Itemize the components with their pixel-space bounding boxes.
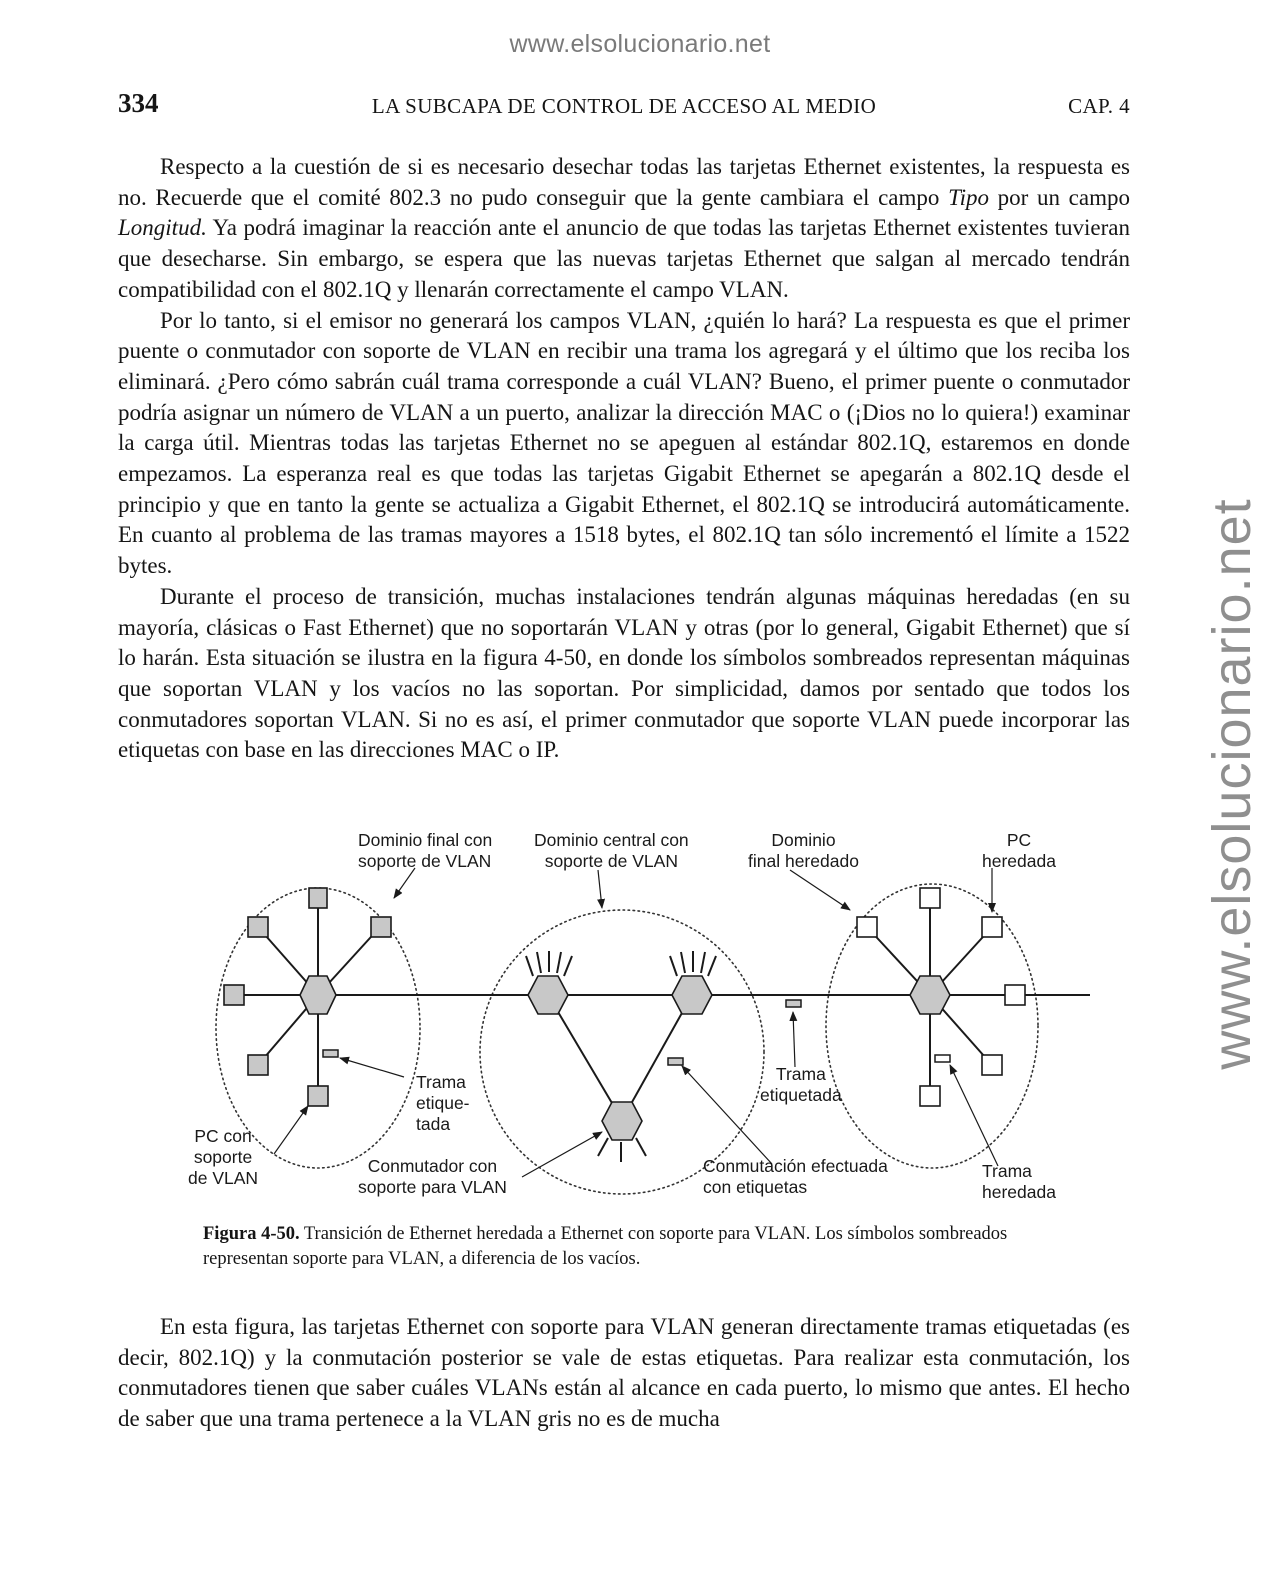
paragraph-3: Durante el proceso de transición, muchas instalaciones tendrán algunas máquinas heredadas (en su mayoría, clásicas o Fast Ethernet) que no soportarán VLAN y otras (por lo general, Gigabit Ethernet) que sí lo harán. Esta situación se ilustra en la figura 4-50, en donde los símbolos sombreados representan máquinas que soportan VLAN y los vacíos no las soportan. Por simplicidad, damos por sentado que todos los conmutadores soportan VLAN. Si no es así, el primer conmutador que soporte VLAN puede incorporar las etiquetas con base en las direcciones MAC o IP. [118, 583, 1130, 763]
switch-right-domain [910, 976, 950, 1014]
vlan-pc-bottom-left [248, 1055, 268, 1075]
legacy-frame [935, 1055, 950, 1062]
label-tag-switching: Conmutación efectuada con etiquetas [703, 1156, 888, 1197]
page-number: 334 [118, 88, 159, 118]
paragraph-1 [118, 152, 1130, 306]
label-domain-final-vlan: Dominio final con soporte de VLAN [358, 830, 493, 871]
paragraph-4: En esta figura, las tarjetas Ethernet con soporte para VLAN generan directamente tramas etiquetadas (es decir, 802.1Q) y la conmutación posterior se vale de estas etiquetas. Para realizar esta conmutación, los conmutadores tienen que saber cuáles VLANs están al alcance en cada puerto, lo mismo que antes. El hecho de saber que una trama pertenece a la VLAN gris no es de mucha [118, 1314, 1130, 1432]
caption-label: Figura 4-50. [203, 1224, 300, 1244]
label-domain-final-legacy: Dominio final heredado [748, 830, 859, 871]
watermark-top: www.elsolucionario.net [509, 30, 771, 58]
label-pc-vlan: PC con soporte de VLAN [188, 1126, 259, 1188]
p1-text-3: Ya podrá imaginar la reacción ante el anuncio de que todas las tarjetas Ethernet existentes tuvieran que desecharse. Sin embargo, se espera que las nuevas tarjetas Ethernet que salgan al mercado tendrán compatibilidad con el 802.1Q y llenarán correctamente el campo VLAN. [118, 215, 1130, 302]
vlan-pc-bottom [308, 1086, 328, 1106]
watermark-side: www.elsolucionario.net [1202, 498, 1262, 1070]
legacy-pc-top [920, 888, 940, 908]
vlan-pc-top-left [248, 917, 268, 937]
label-pc-legacy: PC heredada [982, 830, 1056, 871]
vlan-pc-top-right [371, 917, 391, 937]
label-switch-vlan: Conmutador con soporte para VLAN [358, 1156, 507, 1197]
p1-text-1: Respecto a la cuestión de si es necesario desechar todas las tarjetas Ethernet existentes, la respuesta es no. Recuerde que el comité 802.3 no pudo conseguir que la gente cambiara el campo [118, 154, 1130, 210]
running-title: LA SUBCAPA DE CONTROL DE ACCESO AL MEDIO [371, 94, 877, 118]
legacy-pc-top-left [857, 917, 877, 937]
legacy-pc-top-right [982, 917, 1002, 937]
switch-central-right [672, 976, 712, 1014]
tagged-frame-left [323, 1050, 338, 1057]
tagged-frame-mid [786, 1000, 801, 1007]
paragraph-2: Por lo tanto, si el emisor no generará los campos VLAN, ¿quién lo hará? La respuesta es que el primer puente o conmutador con soporte de VLAN en recibir una trama los agregará y el último que los reciba los eliminará. ¿Pero cómo sabrán cuál trama corresponde a cuál VLAN? Bueno, el primer puente o conmutador podría asignar un número de VLAN a un puerto, analizar la dirección MAC o (¡Dios no lo quiera!) examinar la carga útil. Mientras todas las tarjetas Ethernet no se apeguen al estándar 802.1Q, estaremos en donde empezamos. La esperanza real es que todas las tarjetas Gigabit Ethernet se apegarán a 802.1Q desde el principio y que en tanto la gente se actualiza a Gigabit Ethernet, el 802.1Q se introducirá automáticamente. En cuanto al problema de las tramas mayores a 1518 bytes, el 802.1Q tan sólo incrementó el límite a 1522 bytes. [118, 307, 1130, 579]
tagged-frame-central [668, 1058, 683, 1065]
vlan-transition-diagram [170, 822, 1090, 1212]
p1-emphasis-longitud: Longitud. [118, 215, 207, 241]
legacy-pc-bottom [920, 1086, 940, 1106]
label-domain-central-vlan: Dominio central con soporte de VLAN [534, 830, 689, 871]
vlan-pc-left [224, 985, 244, 1005]
switch-central-bottom [602, 1102, 642, 1140]
figure-4-50 [170, 822, 1090, 1212]
p1-text-2: por un campo [989, 184, 1130, 210]
chapter-label: CAP. 4 [1068, 94, 1130, 118]
caption-text: Transición de Ethernet heredada a Ethernet con soporte para VLAN. Los símbolos sombreados representan soporte para VLAN, a diferencia de los vacíos. [203, 1224, 1008, 1269]
label-tagged-frame-mid: Trama etiquetada [760, 1064, 842, 1105]
vlan-pc-top [309, 888, 327, 908]
label-legacy-frame: Trama heredada [982, 1161, 1056, 1202]
p1-emphasis-tipo: Tipo [948, 184, 989, 210]
page-header [118, 88, 1130, 122]
legacy-pc-right [1005, 985, 1025, 1005]
switch-central-left [528, 976, 568, 1014]
body-text-bottom [118, 1312, 1130, 1435]
legacy-pc-bottom-right [982, 1055, 1002, 1075]
figure-caption [203, 1222, 1083, 1272]
body-text-top [118, 152, 1130, 766]
label-tagged-frame-left: Trama etique- tada [416, 1072, 470, 1134]
